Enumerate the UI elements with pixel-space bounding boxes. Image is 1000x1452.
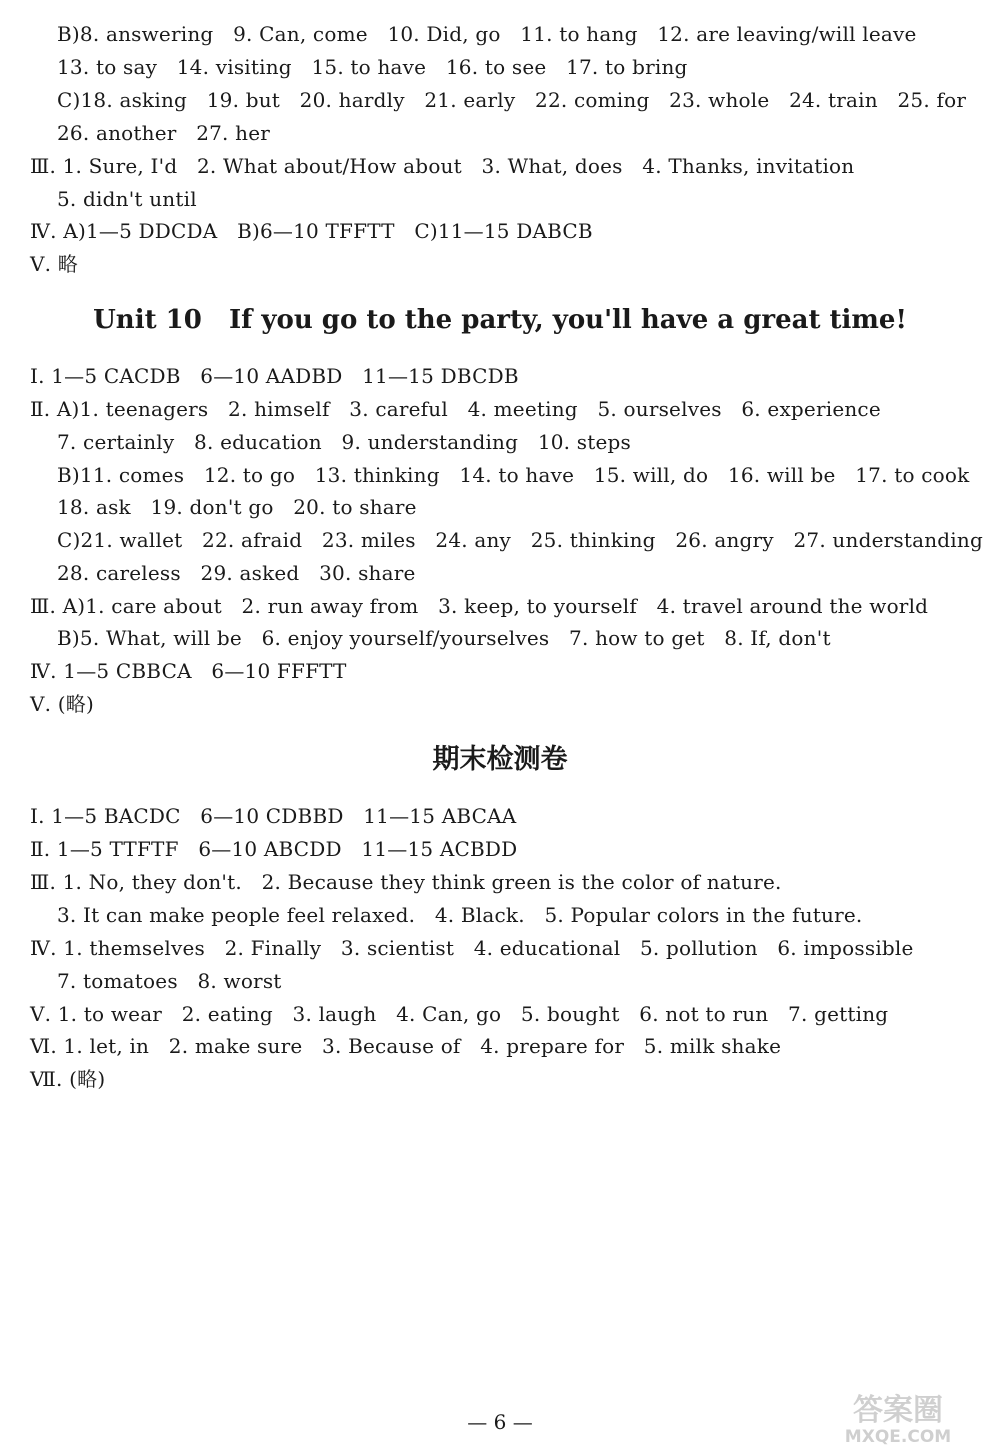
answer-line: Ⅴ. 略 [30, 252, 78, 276]
answer-line: Ⅲ. A)1. care about 2. run away from 3. keep, to yourself 4. travel around the world [30, 594, 929, 618]
answer-line: 7. certainly 8. education 9. understanding 10. steps [57, 430, 631, 454]
answer-line: 26. another 27. her [57, 121, 271, 145]
answer-line: Ⅰ. 1—5 CACDB 6—10 AADBD 11—15 DBCDB [30, 364, 519, 388]
answer-line: Ⅵ. 1. let, in 2. make sure 3. Because of 4. prepare for 5. milk shake [30, 1034, 782, 1058]
answer-line: Ⅳ. 1. themselves 2. Finally 3. scientist 4. educational 5. pollution 6. impossible [30, 936, 914, 960]
answer-line: Ⅱ. 1—5 TTFTF 6—10 ABCDD 11—15 ACBDD [30, 837, 518, 861]
final-exam-heading: 期末检测卷 [432, 744, 568, 775]
svg-text:MXQE.COM: MXQE.COM [844, 1427, 952, 1446]
answer-line: Ⅰ. 1—5 BACDC 6—10 CDBBD 11—15 ABCAA [30, 804, 517, 828]
answer-line: B)11. comes 12. to go 13. thinking 14. to have 15. will, do 16. will be 17. to cook [57, 463, 970, 487]
unit-10-heading: Unit 10 If you go to the party, you'll have a great time! [93, 305, 907, 335]
answer-line: C)21. wallet 22. afraid 23. miles 24. any 25. thinking 26. angry 27. understanding [57, 528, 983, 552]
answer-line: Ⅱ. A)1. teenagers 2. himself 3. careful 4. meeting 5. ourselves 6. experience [30, 397, 881, 421]
answer-line: 13. to say 14. visiting 15. to have 16. to see 17. to bring [57, 55, 688, 79]
answer-line: C)18. asking 19. but 20. hardly 21. early 22. coming 23. whole 24. train 25. for [57, 88, 967, 112]
svg-text:答案圈: 答案圈 [853, 1393, 943, 1428]
page-number: — 6 — [467, 1410, 533, 1434]
answer-line: Ⅶ. (略) [30, 1067, 106, 1091]
answer-line: Ⅴ. (略) [30, 692, 94, 716]
answer-line: B)8. answering 9. Can, come 10. Did, go 11. to hang 12. are leaving/will leave [57, 22, 917, 46]
answer-line: Ⅳ. 1—5 CBBCA 6—10 FFFTT [30, 659, 347, 683]
answer-line: Ⅲ. 1. No, they don't. 2. Because they think green is the color of nature. [30, 870, 782, 894]
answer-line: B)5. What, will be 6. enjoy yourself/yourselves 7. how to get 8. If, don't [57, 626, 831, 650]
watermark-logo [808, 1388, 988, 1446]
answer-line: Ⅴ. 1. to wear 2. eating 3. laugh 4. Can, go 5. bought 6. not to run 7. getting [30, 1002, 889, 1026]
answer-line: 3. It can make people feel relaxed. 4. Black. 5. Popular colors in the future. [57, 903, 863, 927]
answer-line: Ⅲ. 1. Sure, I'd 2. What about/How about 3. What, does 4. Thanks, invitation [30, 154, 855, 178]
answer-line: 7. tomatoes 8. worst [57, 969, 282, 993]
answer-line: 5. didn't until [57, 187, 197, 211]
answer-line: 28. careless 29. asked 30. share [57, 561, 416, 585]
answer-line: Ⅳ. A)1—5 DDCDA B)6—10 TFFTT C)11—15 DABCB [30, 219, 593, 243]
answer-line: 18. ask 19. don't go 20. to share [57, 495, 417, 519]
